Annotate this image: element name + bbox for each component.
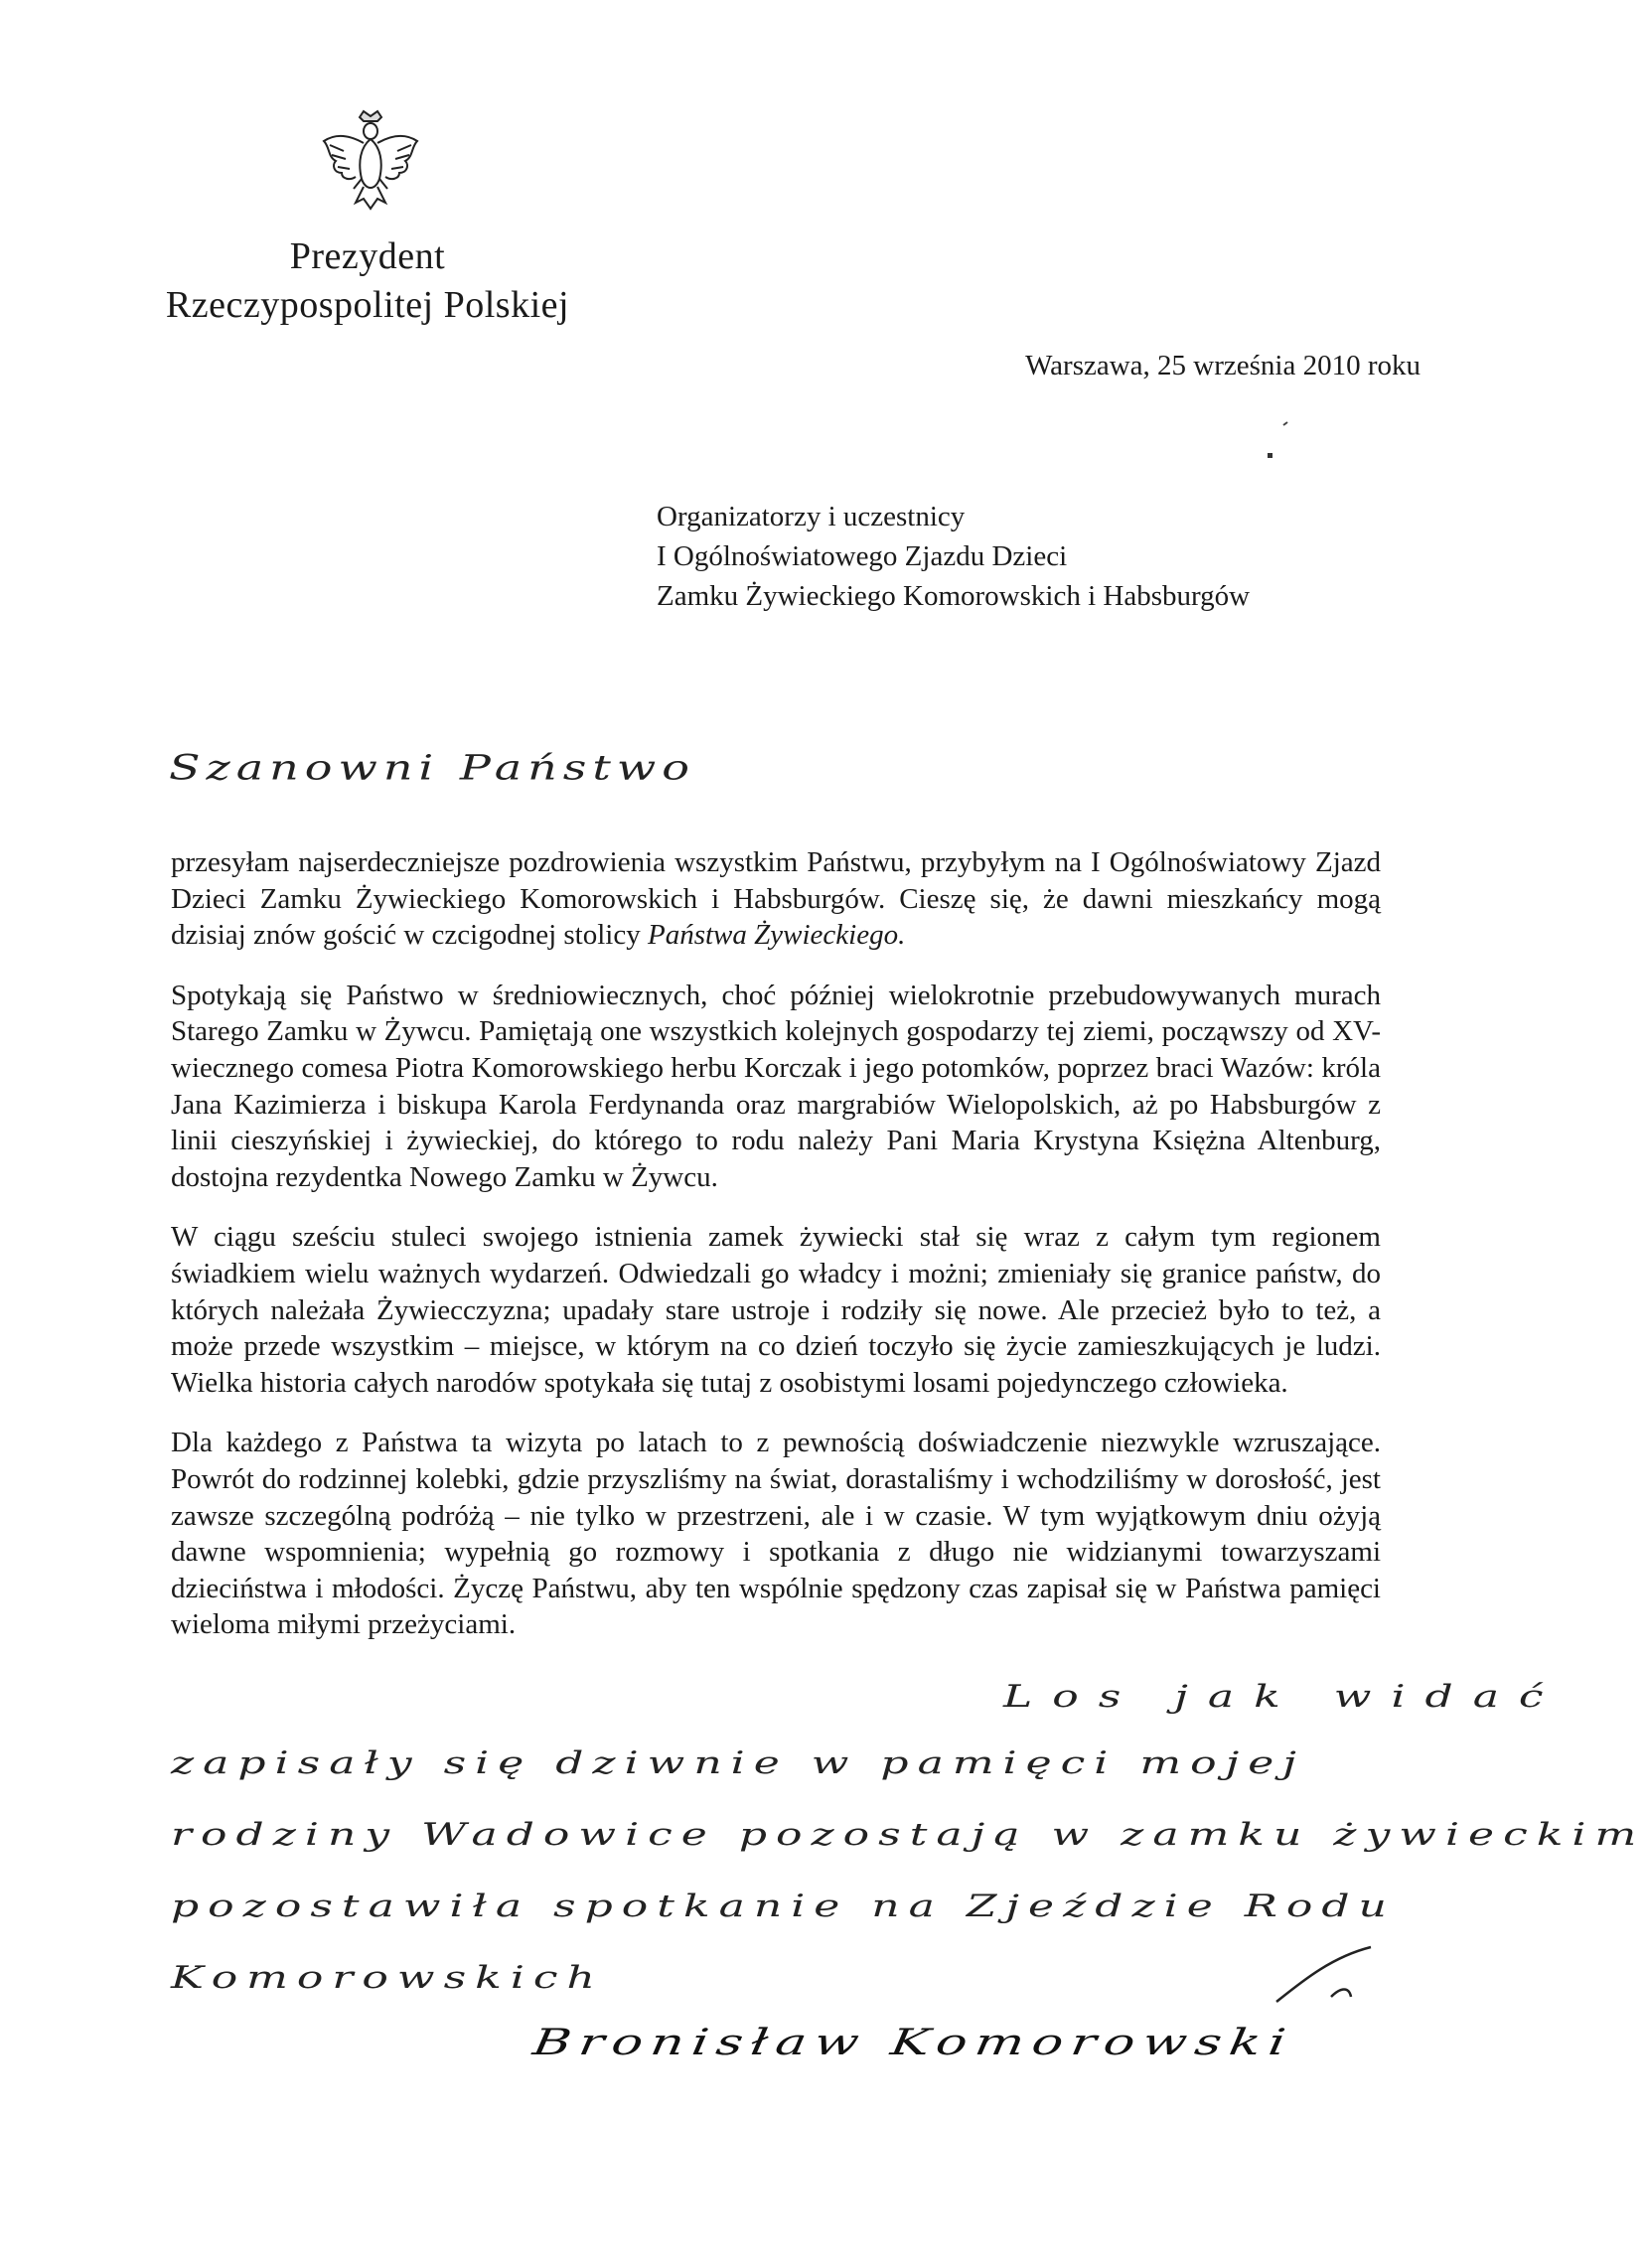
body-paragraph: Dla każdego z Państwa ta wizyta po latach to z pewnością doświadczenie niezwykle wzruszające. Powrót do rodzinnej kolebki, gdzie przyszliśmy na świat, dorastaliśmy i wchodziliśmy w dorosłość, jest zawsze szczególną podróżą – nie tylko w przestrzeni, ale i w czasie. W tym wyjątkowym dniu ożyją dawne wspomnienia; wypełnią go rozmowy i spotkania z długo nie widzianymi towarzyszami dzieciństwa i młodości. Życzę Państwu, aby ten wspólnie spędzony czas zapisał się w Państwa pamięci wieloma miłymi przeżyciami.	[171, 1427, 1381, 1641]
addressee-line: Organizatorzy i uczestnicy	[657, 501, 966, 532]
handwritten-note	[171, 1684, 1646, 2014]
scan-speck	[1262, 417, 1291, 467]
addressee-block	[657, 497, 1250, 616]
handwritten-continuation: Los jak widać	[1003, 1679, 1564, 1715]
handwritten-salutation: Szanowni Państwo	[169, 747, 695, 788]
signature-flourish	[1272, 1942, 1381, 2012]
body-paragraph: Spotykają się Państwo w średniowiecznych, choć później wielokrotnie przebudowywanych murach Starego Zamku w Żywcu. Pamiętają one wszystkich kolejnych gospodarzy tej ziemi, począwszy od XV-wiecznego comesa Piotra Komorowskiego herbu Korczak i jego potomków, poprzez braci Wazów: króla Jana Kazimierza i biskupa Karola Ferdynanda oraz margrabiów Wielopolskich, aż po Habsburgów z linii cieszyńskiej i żywieckiej, do którego to rodu należy Pani Maria Krystyna Księżna Altenburg, dostojna rezydentka Nowego Zamku w Żywcu.	[171, 979, 1381, 1193]
handwritten-line: zapisały się dziwnie w pamięci mojej	[171, 1744, 1305, 1781]
letterhead-subtitle: Rzeczypospolitej Polskiej	[165, 284, 570, 326]
body-paragraph: W ciągu sześciu stuleci swojego istnienia zamek żywiecki stał się wraz z całym tym regionem świadkiem wielu ważnych wydarzeń. Odwiedzali go władcy i możni; zmieniały się granice państw, do których należała Żywiecczyzna; upadały stare ustroje i rodziły się nowe. Ale przecież było to też, a może przede wszystkim – miejsce, w którym na co dzień toczyło się życie zamieszkujących je ludzi. Wielka historia całych narodów spotykała się tutaj z osobistymi losami pojedynczego człowieka.	[171, 1221, 1381, 1399]
letterhead-title: Prezydent	[289, 235, 446, 277]
addressee-line: I Ogólnoświatowego Zjazdu Dzieci	[657, 540, 1068, 572]
addressee-line: Zamku Żywieckiego Komorowskich i Habsburgów	[657, 580, 1251, 612]
handwritten-line: pozostawiła spotkanie na Zjeździe Rodu	[171, 1888, 1396, 1924]
letter-date: Warszawa, 25 września 2010 roku	[1025, 350, 1421, 381]
body-paragraph	[171, 844, 1381, 954]
body-text: przesyłam najserdeczniejsze pozdrowienia wszystkim Państwu, przybyłym na I Ogólnoświatowy Zjazd Dzieci Zamku Żywieckiego Komorowskich i Habsburgów. Cieszę się, że dawni mieszkańcy mogą dzisiaj znów gościć w czcigodnej stolicy	[171, 846, 1381, 952]
signature: Bronisław Komorowski	[529, 2022, 1296, 2063]
handwritten-line: Komorowskich	[171, 1959, 604, 1996]
handwritten-line: rodziny Wadowice pozostają w zamku żywieckim	[171, 1816, 1646, 1853]
white-eagle-emblem-icon	[316, 107, 425, 217]
body-italic-text: Państwa Żywieckiego.	[647, 919, 906, 952]
letter-body	[171, 844, 1381, 1667]
